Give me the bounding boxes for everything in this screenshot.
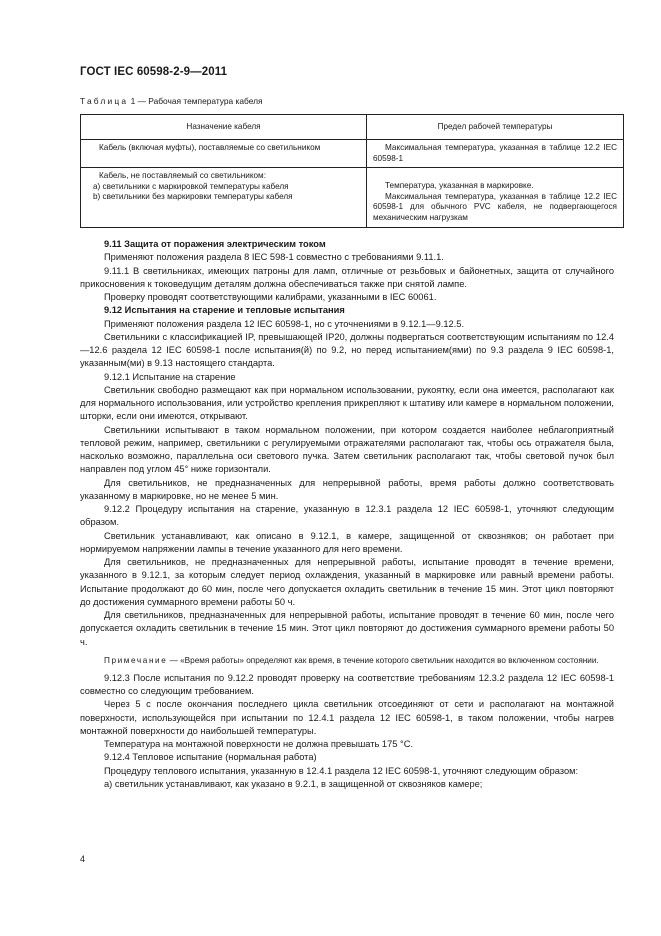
table-row [81,168,624,227]
paragraph: Светильники с классификацией IP, превышающей IP20, должны подвергаться соответствующим испытаниям по 12.4—12.6 раздела 12 IEC 60598-1 после испытания(й) по 9.2, но перед испытанием(ями) по 9.3 раздела 9 IEC 60598-1, указанным(ми) в 9.13 настоящего стандарта. [80,331,614,369]
cell-text: Максимальная температура, указанная в таблице 12.2 IEC 60598-1 [373,143,617,163]
document-header: ГОСТ IEC 60598-2-9—2011 [80,66,228,78]
note-label: Примечание [104,655,168,665]
cell-content [81,168,366,206]
cell-text: Кабель, не поставляемый со светильником: [99,171,266,181]
body-text [80,238,614,791]
cell-content [367,168,623,226]
paragraph: Для светильников, не предназначенных для непрерывной работы, испытание проводят в течение времени, указанного в 9.12.1, за которым следует период охлаждения, указанный в маркировке или равный времени работы. Испытание продолжают до 60 мин, после чего допускается охладить светильник в течение 15 мин. Этот цикл повторяют до достижения суммарного времени работы 50 ч. [80,557,614,607]
table-header-row [81,115,624,140]
list-item: а) светильник устанавливают, как указано в 9.2.1, в защищенной от сквозняков камере; [104,778,483,789]
paragraph: Температура на монтажной поверхности не должна превышать 175 °С. [104,739,414,749]
subsection-heading: 9.12.4 Тепловое испытание (нормальная работа) [104,752,317,763]
paragraph: 9.12.2 Процедуру испытания на старение, указанную в 12.3.1 раздела 12 IEC 60598-1, уточняют следующим образом. [80,504,614,528]
paragraph: Применяют положения раздела 8 IEC 598-1 совместно с требованиями 9.11.1. [104,252,444,263]
cell-text: Кабель (включая муфты), поставляемые со светильником [99,143,321,152]
paragraph: Применяют положения раздела 12 IEC 60598-1, но с уточнениями в 9.12.1—9.12.5. [104,318,465,329]
table-caption-label: Таблица [80,96,129,106]
subsection-heading: 9.12.1 Испытание на старение [104,371,236,382]
page-number: 4 [80,854,86,864]
cell-text: Максимальная температура, указанная в таблице 12.2 IEC 60598-1 для обычного PVC кабеля, не подвергающегося механическим нагрузкам [373,191,617,222]
paragraph: 9.12.3 После испытания по 9.12.2 проводят проверку на соответствие требованиям 12.3.2 раздела 12 IEC 60598-1 совместно со следующим требованием. [80,672,614,696]
paragraph: 9.11.1 В светильниках, имеющих патроны для ламп, отличные от резьбовых и байонетных, защита от случайного прикосновения к токоведущим деталям должна обеспечиваться также при снятой лампе. [80,265,614,289]
cell-text: а) светильники с маркировкой температуры кабеля [93,181,289,191]
table-cell [367,168,624,227]
table-row [81,140,624,168]
table-cell [81,168,367,227]
paragraph: Через 5 с после окончания последнего цикла светильник отсоединяют от сети и располагают на монтажной поверхности, использующейся при испытании по 12.4.1 раздела 12 IEC 60598-1, в таком положении, чтобы нагрев монтажной поверхности до наибольшей температуры. [80,699,614,736]
table-caption [80,96,263,106]
paragraph: Светильник устанавливают, как описано в 9.12.1, в камере, защищенной от сквозняков; он работает при нормируемом напряжении лампы в течение указанного для него времени. [80,530,614,554]
note-text: — «Время работы» определяют как время, в течение которого светильник находится во включенном состоянии. [167,655,599,665]
cell-text: Температура, указанная в маркировке. [385,181,534,191]
paragraph: Светильники испытывают в таком нормальном положении, при котором создается наиболее неблагоприятный тепловой режим, например, светильники с регулируемыми отражателями располагают так, чтобы ось отражателя была, насколько возможно, параллельна оси светового пучка. Затем светильник располагают так, чтобы световой пучок был направлен под углом 45° ниже горизонтали. [80,424,614,475]
paragraph: Проверку проводят соответствующими калибрами, указанными в IEC 60061. [104,292,437,302]
paragraph: Для светильников, не предназначенных для непрерывной работы, время работы должно соответствовать указанному в маркировке, но не менее 5 мин. [80,477,614,501]
section-heading: 9.11 Защита от поражения электрическим током [104,239,326,249]
paragraph: Светильник свободно размещают как при нормальном использовании, рукоятку, если она имеется, располагают как для нормального использования, или устройство крепления прикрепляют к штативу или камере в нормальном положении, шторки, если они имеются, открывают. [80,384,614,422]
cell-text: b) светильники без маркировки температуры кабеля [93,192,293,202]
table-caption-text: 1 — Рабочая температура кабеля [130,96,263,106]
note [80,655,614,666]
paragraph: Процедуру теплового испытания, указанную в 12.4.1 раздела 12 IEC 60598-1, уточняют следующим образом: [104,765,579,776]
paragraph: Для светильников, предназначенных для непрерывной работы, испытание проводят в течение 60 мин, после чего допускается охладить светильник в течение 15 мин. Этот цикл повторяют до достижения суммарного времени работы 50 ч. [80,610,614,647]
section-heading: 9.12 Испытания на старение и тепловые испытания [104,305,345,316]
cable-temperature-table [80,114,624,228]
column-header-purpose: Назначение кабеля [81,115,367,140]
table-cell [81,140,367,168]
table-cell [367,140,624,168]
column-header-limit: Предел рабочей температуры [367,115,624,140]
